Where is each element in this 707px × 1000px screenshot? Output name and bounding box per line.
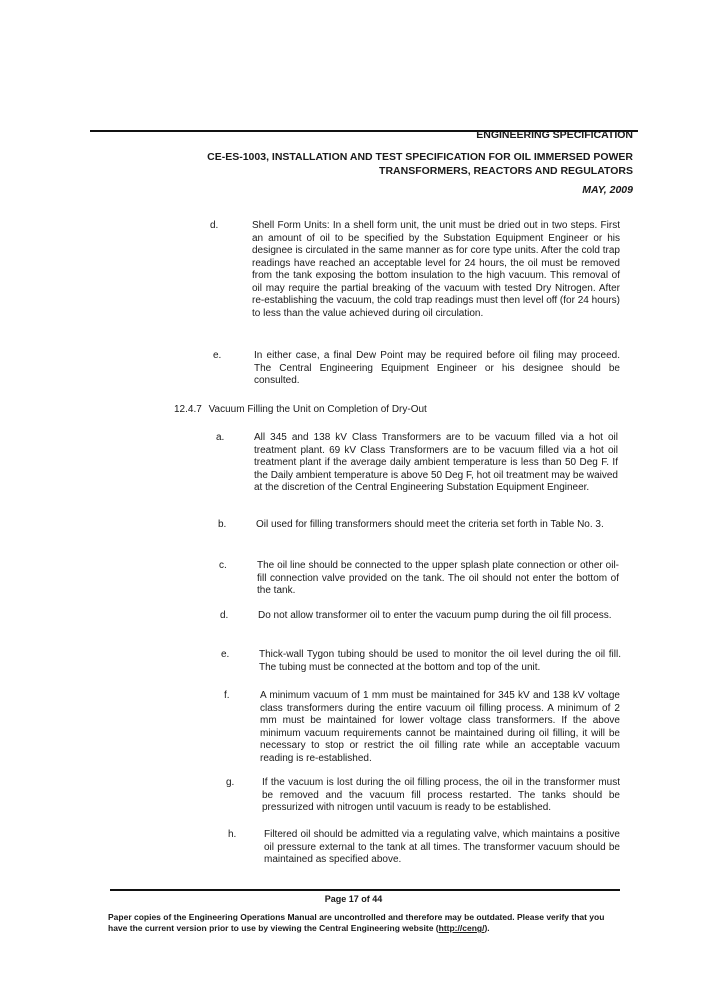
list-item-text: Shell Form Units: In a shell form unit, the unit must be dried out in two steps. First an amount of oil to be specified by the Substation Equipment Engineer or his designee is circulated in the same manner as for core type units. After the cold trap readings have reached an acceptable level for 24 hours, the oil must be removed from the tank exposing the bottom insulation to the high vacuum. This removal of oil may require the partial breaking of the vacuum with tested Dry Nitrogen. After re-establishing the vacuum, the cold trap readings must then level off (for 24 hours) to less than the value achieved during oil circulation. (252, 220, 620, 319)
list-item-text: If the vacuum is lost during the oil filling process, the oil in the transformer must be removed and the vacuum fill process restarted. The tanks should be pressurized with nitrogen until vacuum is ready to be established. (262, 777, 620, 813)
section-heading (174, 404, 427, 417)
page-number: Page 17 of 44 (324, 894, 383, 904)
document-subtitle-line1: CE-ES-1003, INSTALLATION AND TEST SPECIFICATION FOR OIL IMMERSED POWER (207, 151, 633, 163)
section-number: 12.4.7 (174, 404, 202, 415)
list-item-letter: b. (218, 519, 227, 530)
list-item-text: Filtered oil should be admitted via a regulating valve, which maintains a positive oil pressure external to the tank at all times. The transformer vacuum should be maintained as specified above. (264, 829, 620, 865)
list-item-letter: d. (220, 610, 229, 621)
list-item-text: Thick-wall Tygon tubing should be used to monitor the oil level during the oil fill. The tubing must be connected at the bottom and top of the unit. (259, 649, 621, 673)
list-item-letter: h. (228, 829, 237, 840)
list-item-text: Do not allow transformer oil to enter the vacuum pump during the oil fill process. (258, 610, 612, 621)
document-date: MAY, 2009 (582, 184, 633, 196)
section-title: Vacuum Filling the Unit on Completion of Dry-Out (208, 404, 427, 415)
list-item-letter: g. (226, 777, 235, 788)
list-item-text: The oil line should be connected to the upper splash plate connection or other oil-fill connection valve provided on the tank. The oil should not enter the bottom of the tank. (257, 560, 619, 596)
document-type-title: ENGINEERING SPECIFICATION (476, 129, 633, 141)
list-item-letter: e. (221, 649, 230, 660)
footer-disclaimer (108, 912, 626, 934)
list-item-text: Oil used for filling transformers should meet the criteria set forth in Table No. 3. (256, 519, 604, 530)
list-item-text: All 345 and 138 kV Class Transformers are to be vacuum filled via a hot oil treatment plant. 69 kV Class Transformers are to be vacuum filled via a hot oil treatment plant if the average daily ambient temperature is less than 50 Deg F. If the Daily ambient temperature is above 50 Deg F, hot oil treatment may be waived at the discretion of the Central Engineering Substation Equipment Engineer. (254, 432, 618, 493)
list-item-letter: d. (210, 220, 219, 231)
list-item-letter: f. (224, 690, 230, 701)
footer-disclaimer-end: ). (484, 923, 490, 933)
list-item-letter: a. (216, 432, 225, 443)
central-engineering-link[interactable]: http://ceng/ (438, 923, 485, 933)
list-item-letter: e. (213, 350, 222, 361)
list-item-letter: c. (219, 560, 227, 571)
document-subtitle-line2: TRANSFORMERS, REACTORS AND REGULATORS (379, 165, 633, 177)
list-item-text: A minimum vacuum of 1 mm must be maintained for 345 kV and 138 kV voltage class transformers during the entire vacuum oil filling process. A minimum of 2 mm must be maintained for lower voltage class transformers. If the above minimum vacuum requirements cannot be maintained during oil filling, it will be necessary to stop or restrict the oil filling rate while an acceptable vacuum reading is re-established. (260, 690, 620, 764)
footer-disclaimer-text: Paper copies of the Engineering Operations Manual are uncontrolled and therefore may be outdated. Please verify that you have the current version prior to use by viewing the Central Engineering website ( (108, 912, 605, 933)
footer-rule (110, 889, 620, 891)
list-item-text: In either case, a final Dew Point may be required before oil filing may proceed. The Central Engineering Equipment Engineer or his designee should be consulted. (254, 350, 620, 386)
